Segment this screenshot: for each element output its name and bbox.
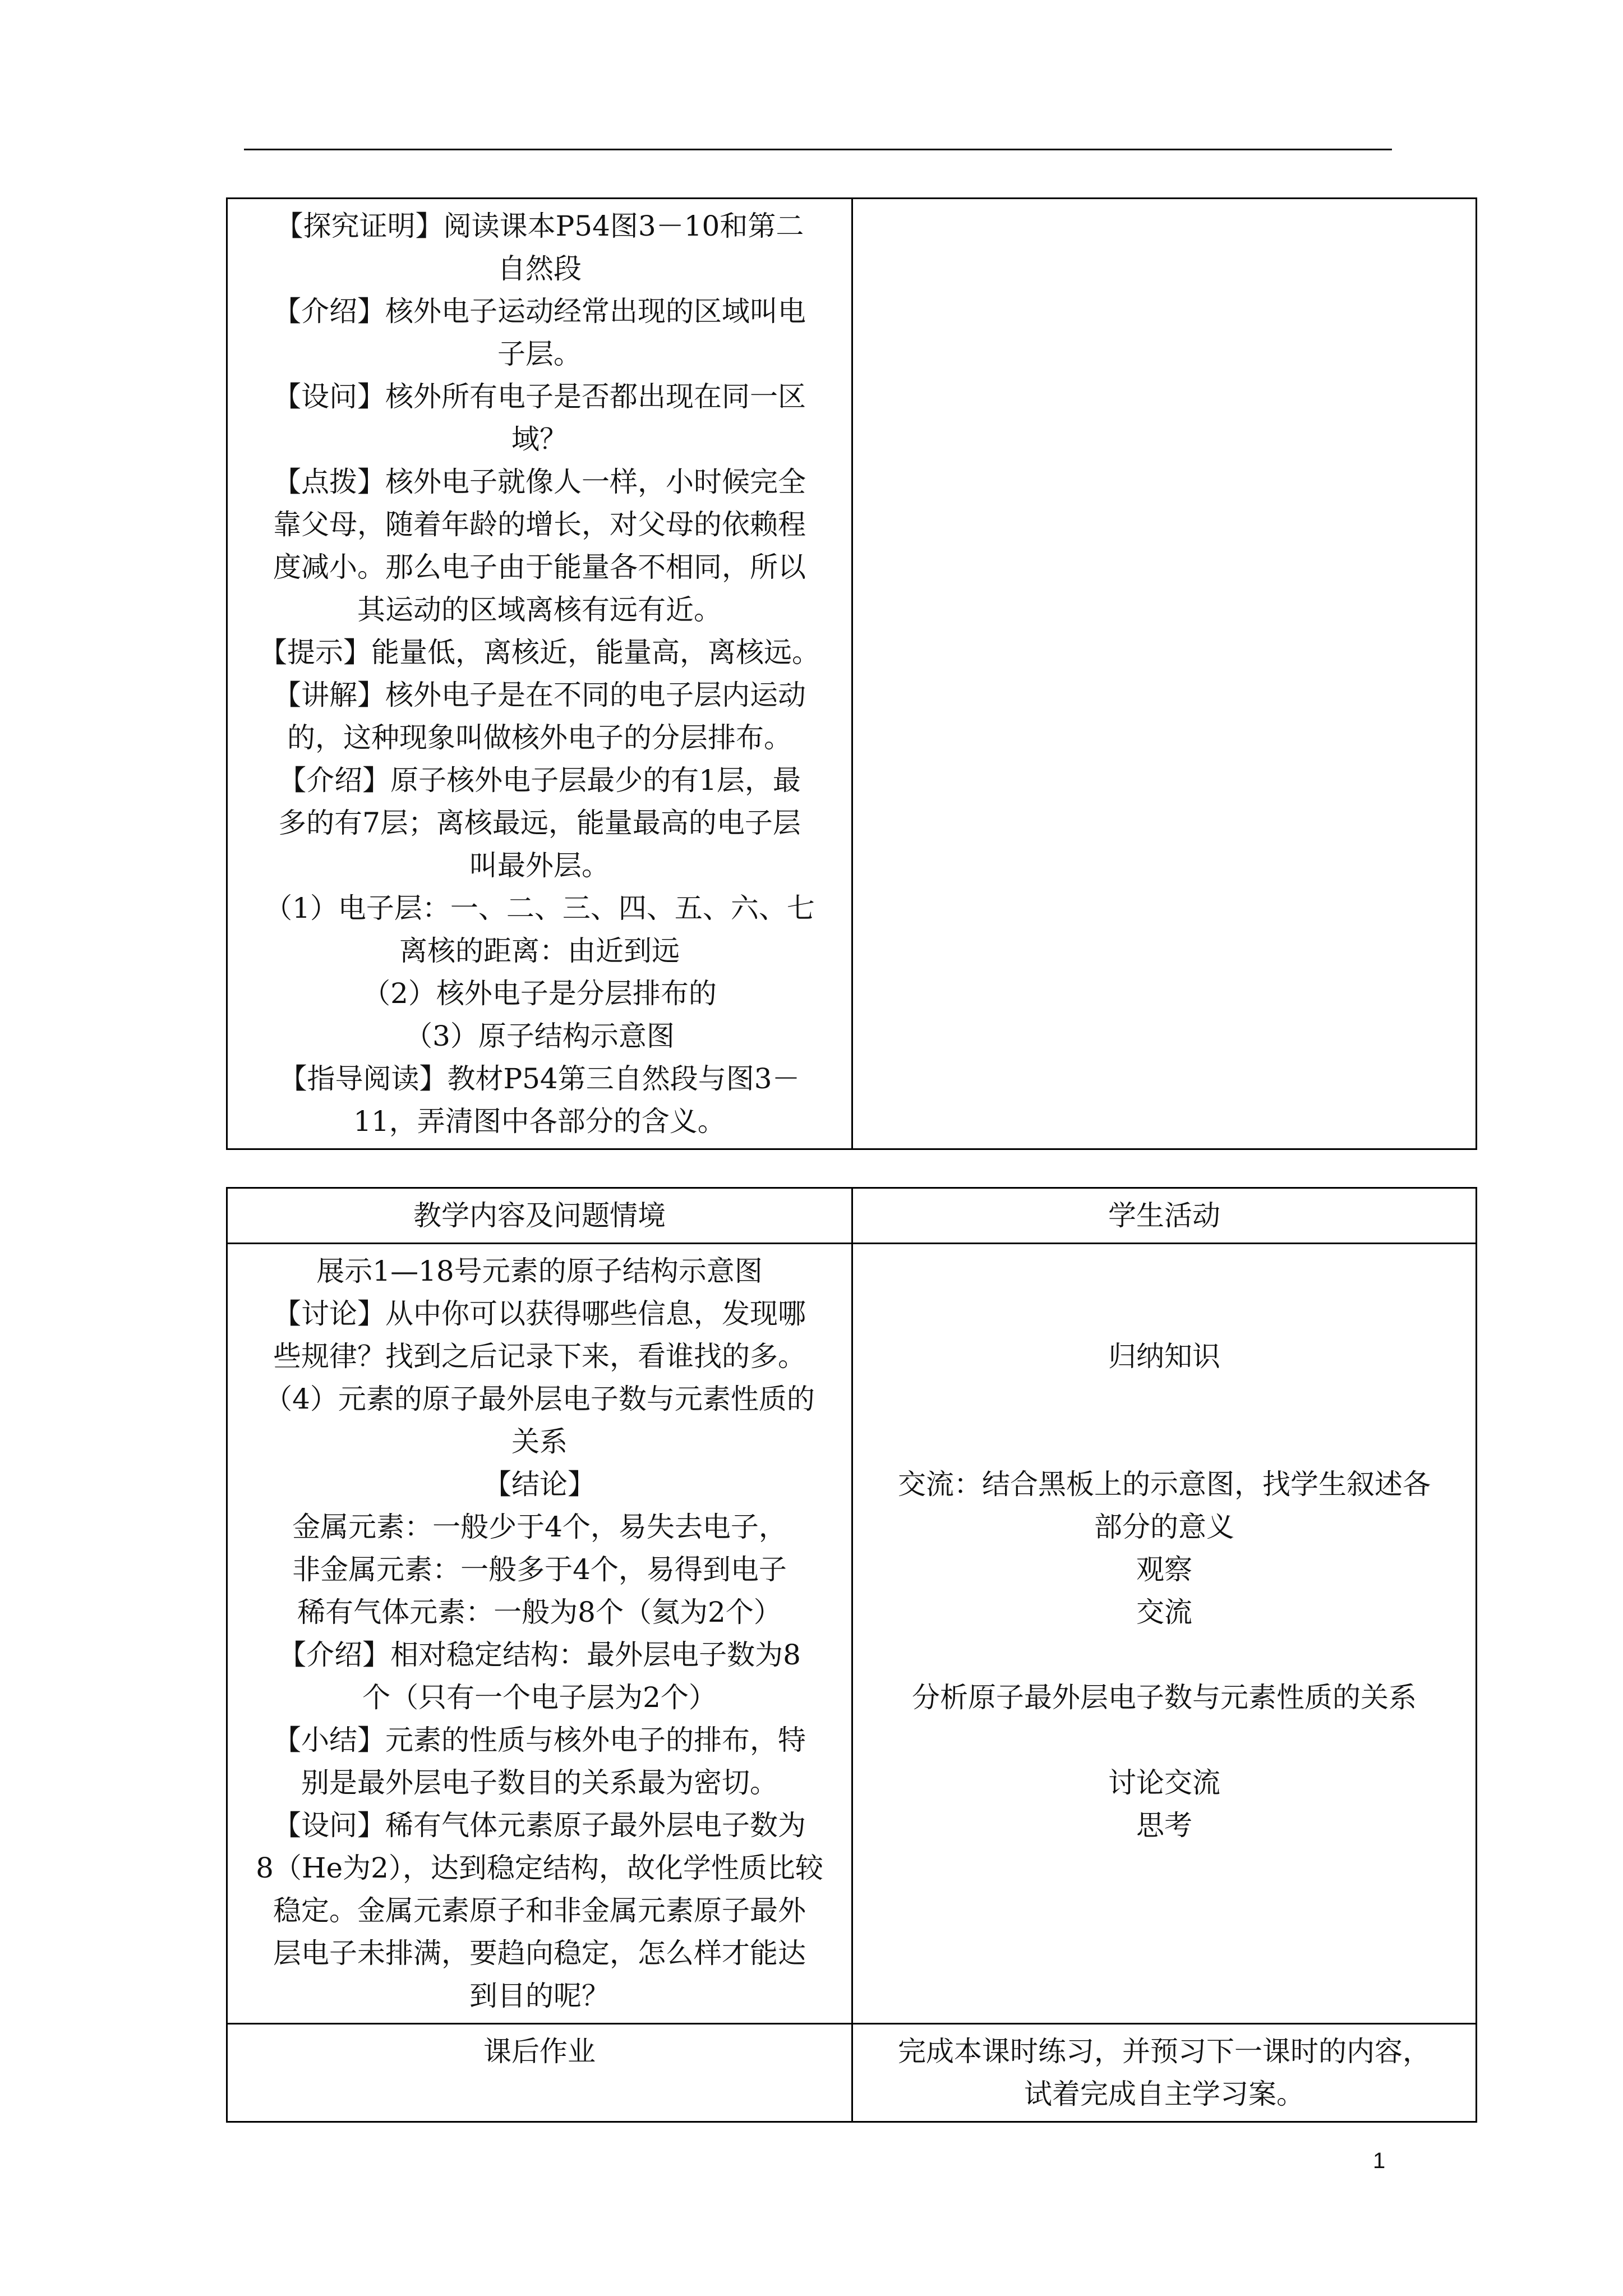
text-line: 层电子未排满，要趋向稳定，怎么样才能达 bbox=[273, 1937, 806, 1970]
text-line: 自然段 bbox=[497, 252, 582, 285]
text-line: 展示1—18号元素的原子结构示意图 bbox=[316, 1255, 763, 1287]
homework-line: 试着完成自主学习案。 bbox=[1024, 2078, 1304, 2110]
text-line: 的，这种现象叫做核外电子的分层排布。 bbox=[287, 721, 792, 754]
text-line: （2）核外电子是分层排布的 bbox=[362, 977, 717, 1010]
page-number: 1 bbox=[1373, 2148, 1386, 2173]
table-header-row bbox=[227, 1188, 1477, 1244]
text-line: 8（He为2），达到稳定结构，故化学性质比较 bbox=[256, 1852, 823, 1884]
text-line: 【设问】稀有气体元素原子最外层电子数为 bbox=[273, 1809, 806, 1842]
activity-line: 观察 bbox=[1136, 1553, 1192, 1586]
activity-line: 部分的意义 bbox=[1094, 1511, 1234, 1543]
text-line: 别是最外层电子数目的关系最为密切。 bbox=[301, 1766, 778, 1799]
text-line: 稀有气体元素：一般为8个（氦为2个） bbox=[297, 1596, 782, 1628]
text-line: 【讨论】从中你可以获得哪些信息，发现哪 bbox=[273, 1297, 806, 1330]
text-line: 离核的距离：由近到远 bbox=[399, 935, 680, 967]
text-line: 靠父母，随着年龄的增长，对父母的依赖程 bbox=[273, 508, 806, 541]
activity-line: 归纳知识 bbox=[1108, 1340, 1220, 1373]
student-activity-cell bbox=[852, 199, 1477, 1149]
activity-line: 讨论交流 bbox=[1108, 1766, 1220, 1799]
text-line: 到目的呢？ bbox=[469, 1980, 610, 2012]
text-line: 【介绍】相对稳定结构：最外层电子数为8 bbox=[278, 1639, 801, 1671]
text-line: 非金属元素：一般多于4个，易得到电子 bbox=[292, 1553, 787, 1586]
header-rule bbox=[244, 149, 1392, 150]
text-line: 【结论】 bbox=[483, 1468, 596, 1501]
text-line: 11，弄清图中各部分的含义。 bbox=[353, 1105, 726, 1138]
text-line: 子层。 bbox=[497, 338, 582, 370]
text-line: （4）元素的原子最外层电子数与元素性质的 bbox=[264, 1383, 815, 1415]
table-row bbox=[227, 199, 1477, 1149]
text-line: 关系 bbox=[511, 1425, 568, 1458]
activity-line: 思考 bbox=[1136, 1809, 1192, 1842]
activity-line: 交流 bbox=[1136, 1596, 1192, 1628]
text-line: （1）电子层：一、二、三、四、五、六、七 bbox=[264, 892, 815, 924]
table-row bbox=[227, 1244, 1477, 2024]
teaching-content-cell bbox=[227, 1244, 852, 2024]
text-line: 些规律？找到之后记录下来，看谁找的多。 bbox=[273, 1340, 806, 1373]
activity-line: 交流：结合黑板上的示意图，找学生叙述各 bbox=[898, 1468, 1431, 1501]
text-line: 其运动的区域离核有远有近。 bbox=[357, 593, 722, 626]
homework-label: 课后作业 bbox=[227, 2024, 852, 2122]
text-line: 【讲解】核外电子是在不同的电子层内运动 bbox=[273, 679, 806, 711]
text-line: 【小结】元素的性质与核外电子的排布，特 bbox=[273, 1724, 806, 1756]
activity-line: 分析原子最外层电子数与元素性质的关系 bbox=[912, 1681, 1417, 1714]
homework-content bbox=[852, 2024, 1477, 2122]
text-line: 【介绍】核外电子运动经常出现的区域叫电 bbox=[273, 295, 806, 328]
text-line: 叫最外层。 bbox=[469, 849, 610, 882]
text-line: 【探究证明】阅读课本P54图3－10和第二 bbox=[275, 210, 804, 242]
text-line: 域？ bbox=[511, 423, 568, 455]
text-line: 个（只有一个电子层为2个） bbox=[362, 1681, 717, 1714]
homework-row bbox=[227, 2024, 1477, 2122]
text-line: 多的有7层；离核最远，能量最高的电子层 bbox=[278, 807, 801, 839]
text-line: 【介绍】原子核外电子层最少的有1层，最 bbox=[278, 764, 801, 797]
lesson-table-continued bbox=[226, 197, 1477, 1150]
text-line: 【提示】能量低，离核近，能量高，离核远。 bbox=[259, 636, 820, 669]
header-teaching-content: 教学内容及问题情境 bbox=[227, 1188, 852, 1244]
text-line: 【点拨】核外电子就像人一样，小时候完全 bbox=[273, 466, 806, 498]
text-line: （3）原子结构示意图 bbox=[404, 1020, 675, 1052]
text-line: 稳定。金属元素原子和非金属元素原子最外 bbox=[273, 1894, 806, 1927]
text-line: 【设问】核外所有电子是否都出现在同一区 bbox=[273, 380, 806, 413]
header-student-activity: 学生活动 bbox=[852, 1188, 1477, 1244]
text-line: 度减小。那么电子由于能量各不相同，所以 bbox=[273, 551, 806, 583]
teaching-content-cell bbox=[227, 199, 852, 1149]
student-activity-cell bbox=[852, 1244, 1477, 2024]
text-line: 【指导阅读】教材P54第三自然段与图3－ bbox=[279, 1062, 800, 1095]
lesson-table bbox=[226, 1187, 1477, 2123]
homework-line: 完成本课时练习，并预习下一课时的内容， bbox=[898, 2035, 1431, 2068]
text-line: 金属元素：一般少于4个，易失去电子， bbox=[292, 1511, 787, 1543]
